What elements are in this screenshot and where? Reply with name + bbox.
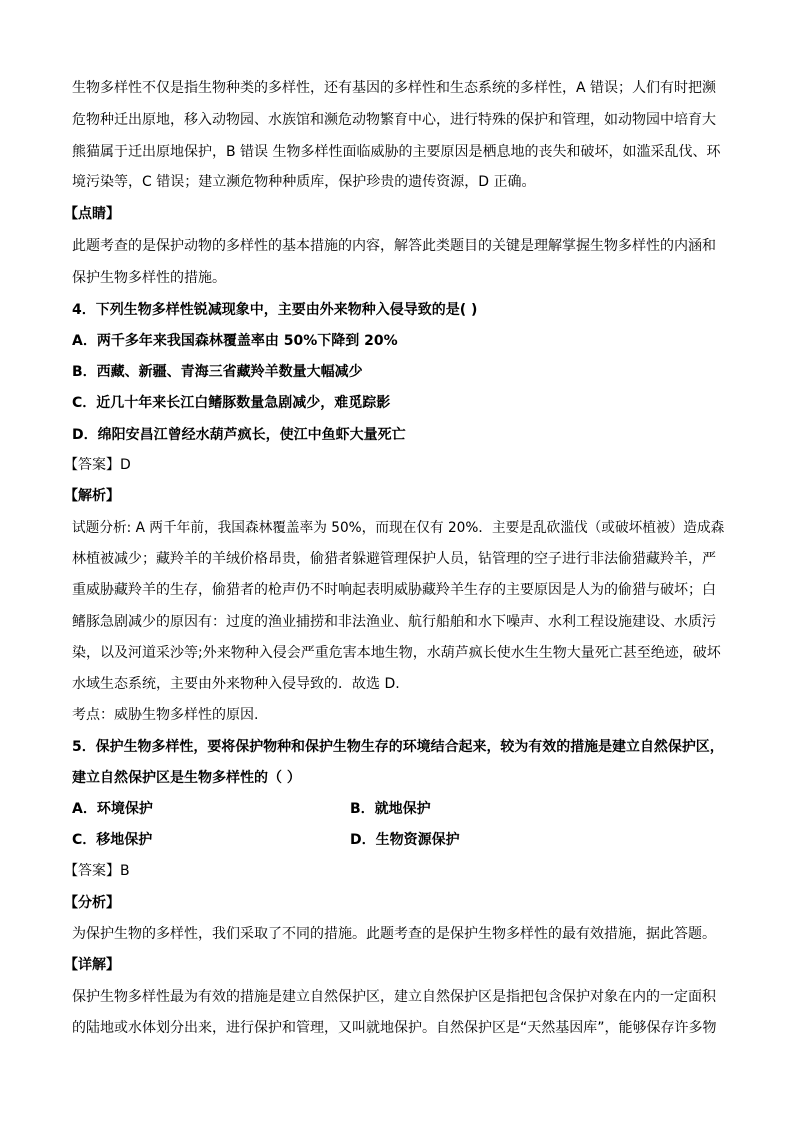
question-5-analysis-line: 为保护生物的多样性，我们采取了不同的措施。此题考查的是保护生物多样性的最有效措施，据此答题。 bbox=[72, 926, 716, 942]
question-4-analysis-line: 林植被减少；藏羚羊的羊绒价格昂贵，偷猎者躲避管理保护人员，钻管理的空子进行非法偷猎藏羚羊，严 bbox=[72, 551, 716, 567]
question-5-stem-line: 建立自然保护区是生物多样性的（ ） bbox=[72, 770, 301, 786]
question-4-answer: 【答案】D bbox=[64, 457, 131, 473]
question-4-option-d: D．绵阳安昌江曾经水葫芦疯长，使江中鱼虾大量死亡 bbox=[72, 427, 406, 443]
q3-explanation-line: 境污染等，C 错误；建立濒危物种种质库，保护珍贵的遗传资源，D 正确。 bbox=[72, 174, 536, 190]
question-4-analysis-line: 水域生态系统，主要由外来物种入侵导致的．故选 D. bbox=[72, 676, 400, 692]
question-4-stem: 4．下列生物多样性锐减现象中，主要由外来物种入侵导致的是( ) bbox=[72, 302, 478, 318]
q3-explanation-line: 危物种迁出原地，移入动物园、水族馆和濒危动物繁育中心，进行特殊的保护和管理，如动物园中培育大 bbox=[72, 112, 716, 128]
question-5-detail-line: 保护生物多样性最为有效的措施是建立自然保护区，建立自然保护区是指把包含保护对象在内的一定面积 bbox=[72, 989, 716, 1005]
q3-explanation-line: 熊猫属于迁出原地保护，B 错误 生物多样性面临威胁的主要原因是栖息地的丧失和破坏，如滥采乱伐、环 bbox=[72, 144, 721, 160]
question-4-analysis-line: 鳍豚急剧减少的原因有：过度的渔业捕捞和非法渔业、航行船舶和水下噪声、水利工程设施建设、水质污 bbox=[72, 614, 716, 630]
question-5-detail-heading: 【详解】 bbox=[64, 957, 120, 973]
question-4-analysis-line: 试题分析: A 两千年前，我国森林覆盖率为 50%，而现在仅有 20%．主要是乱砍滥伐（或破坏植被）造成森 bbox=[72, 520, 725, 536]
q3-explanation-line: 生物多样性不仅是指生物种类的多样性，还有基因的多样性和生态系统的多样性，A 错误；人们有时把濒 bbox=[72, 80, 717, 96]
question-4-option-c: C．近几十年来长江白鳍豚数量急剧减少，难觅踪影 bbox=[72, 395, 391, 411]
question-5-option-b: B．就地保护 bbox=[350, 801, 431, 817]
question-5-option-d: D．生物资源保护 bbox=[350, 832, 460, 848]
comment-heading: 【点睛】 bbox=[64, 206, 120, 222]
question-5-stem-line: 5．保护生物多样性，要将保护物种和保护生物生存的环境结合起来，较为有效的措施是建立自然保护区， bbox=[72, 739, 724, 755]
question-5-option-c: C．移地保护 bbox=[72, 832, 153, 848]
question-4-point: 考点：威胁生物多样性的原因. bbox=[72, 707, 259, 723]
question-4-analysis-line: 染，以及河道采沙等;外来物种入侵会严重危害本地生物，水葫芦疯长使水生生物大量死亡甚至绝迹，破坏 bbox=[72, 645, 721, 661]
question-5-option-a: A．环境保护 bbox=[72, 801, 153, 817]
question-5-detail-line: 的陆地或水体划分出来，进行保护和管理，又叫就地保护。自然保护区是“天然基因库”，能够保存许多物 bbox=[72, 1020, 717, 1036]
question-5-answer: 【答案】B bbox=[64, 863, 130, 879]
question-4-analysis-heading: 【解析】 bbox=[64, 488, 120, 504]
comment-line: 此题考查的是保护动物的多样性的基本措施的内容，解答此类题目的关键是理解掌握生物多样性的内涵和 bbox=[72, 238, 716, 254]
question-4-analysis-line: 重威胁藏羚羊的生存，偷猎者的枪声仍不时响起表明威胁藏羚羊生存的主要原因是人为的偷猎与破坏；白 bbox=[72, 582, 716, 598]
comment-line: 保护生物多样性的措施。 bbox=[72, 270, 226, 286]
question-4-option-b: B．西藏、新疆、青海三省藏羚羊数量大幅减少 bbox=[72, 364, 363, 380]
question-4-option-a: A．两千多年来我国森林覆盖率由 50%下降到 20% bbox=[72, 333, 398, 349]
question-5-analysis-heading: 【分析】 bbox=[64, 895, 120, 911]
